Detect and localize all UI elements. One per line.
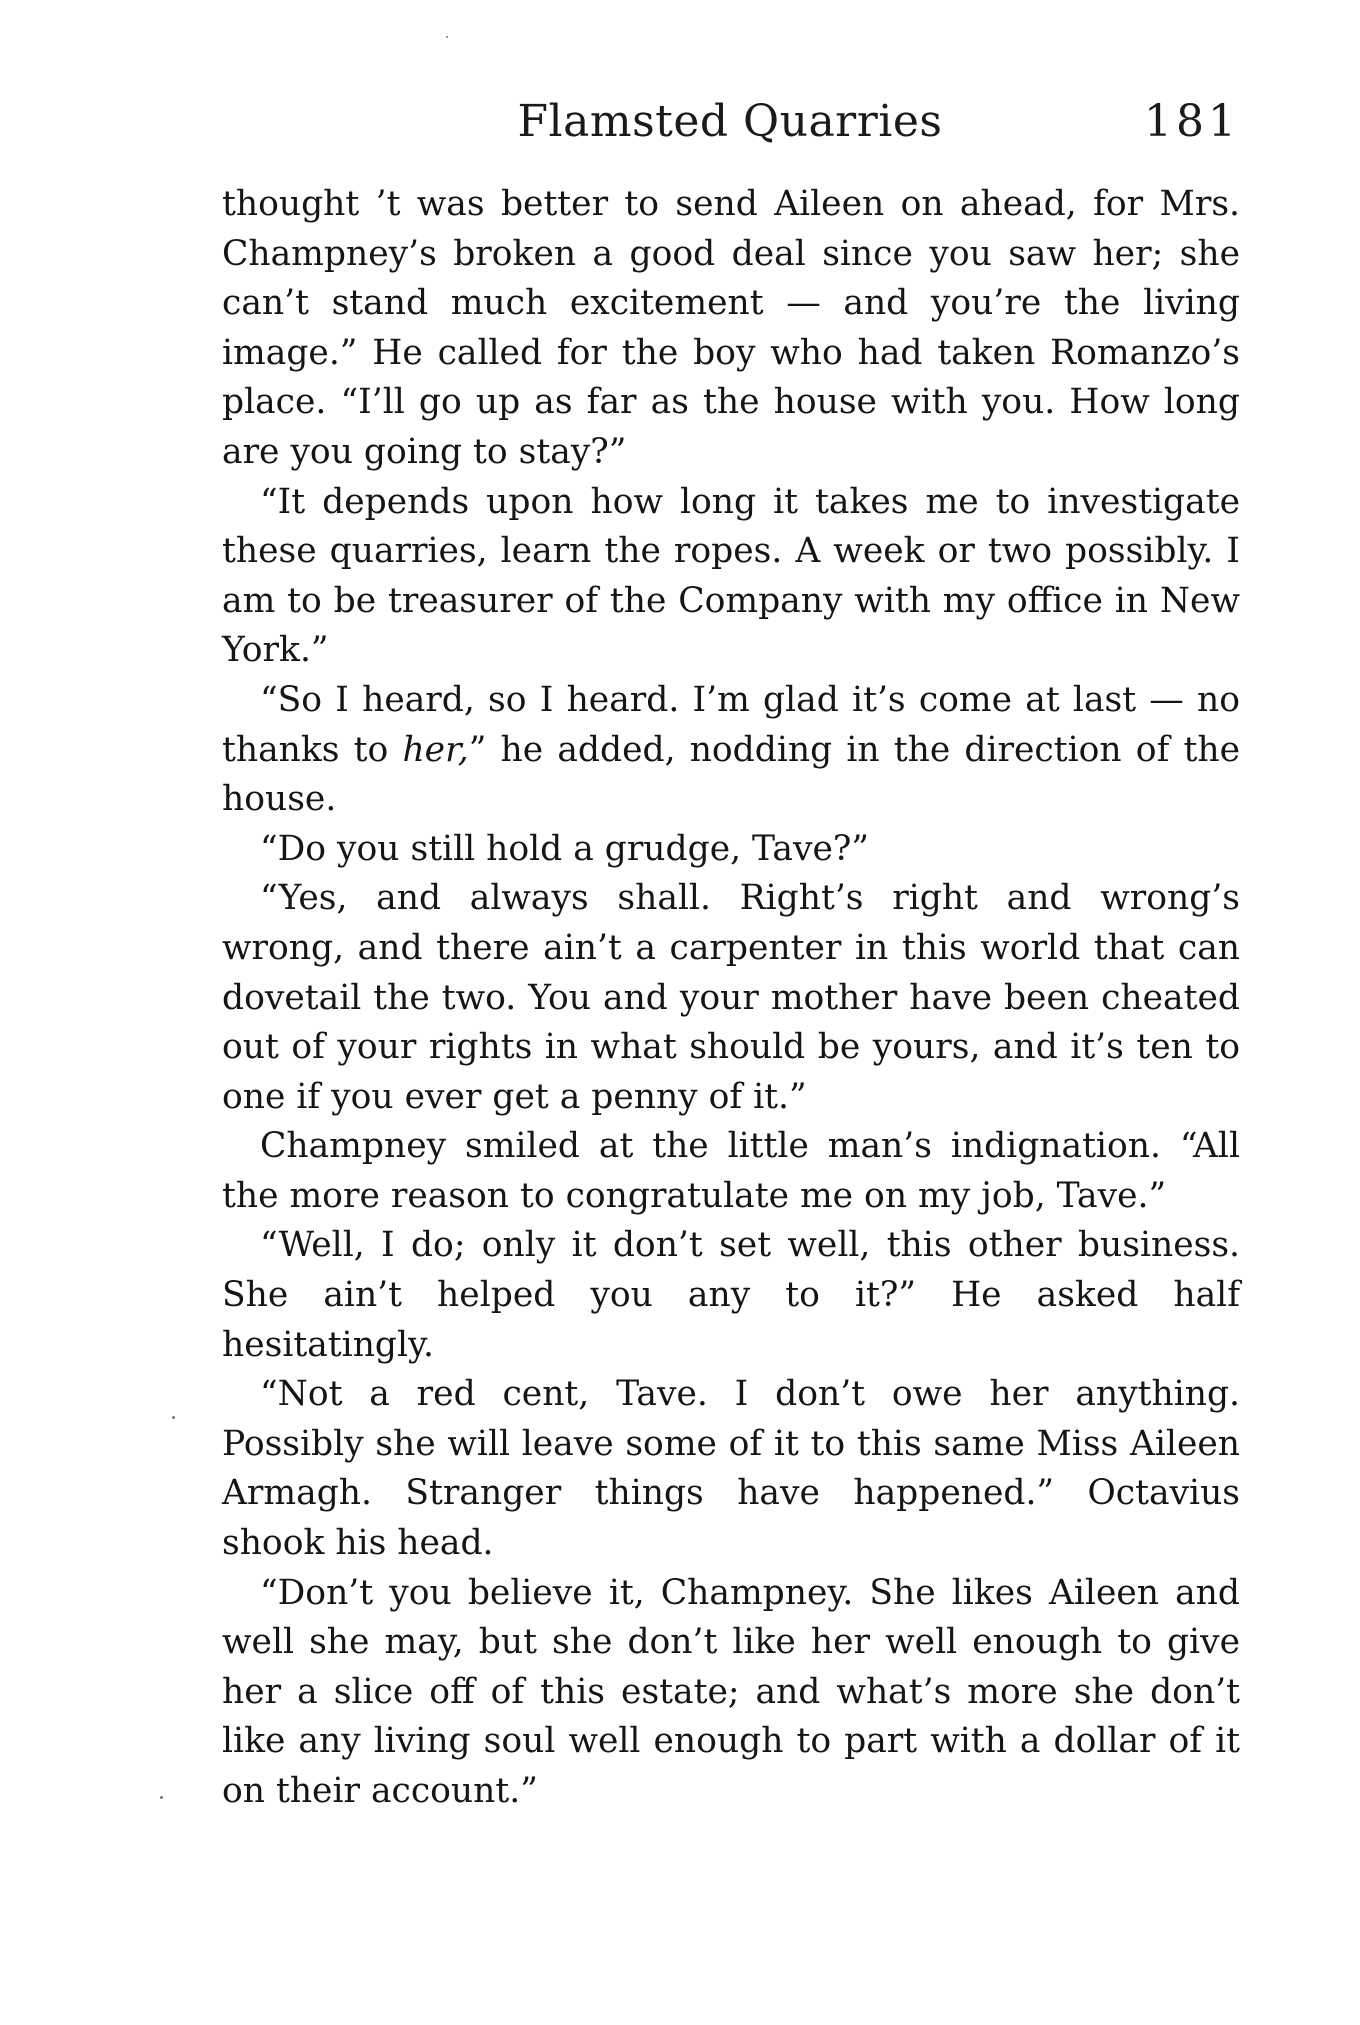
paragraph-7: “Well, I do; only it don’t set well, this other business. She ain’t helped you any to it?” He asked half hesitatingly. [222,1225,1240,1365]
paragraph-5: “Yes, and always shall. Right’s right and wrong’s wrong, and there ain’t a carpenter in this world that can dovetail the two. You and your mother have been cheated out of your rights in what should be yours, and it’s ten to one if you ever get a penny of it.” [222,878,1240,1117]
paragraph-3-before: “So I heard, so I heard. I’m glad it’s come at last — no thanks to [222,679,1240,770]
paragraph-1: thought ’t was better to send Aileen on ahead, for Mrs. Champney’s broken a good deal since you saw her; she can’t stand much excitement — and you’re the living image.” He called for the boy who had taken Romanzo’s place. “I’ll go up as far as the house with you. How long are you going to stay?” [222,184,1240,472]
body-text [222,180,1240,1817]
page-number: 181 [1144,96,1240,147]
running-head [220,96,1240,156]
paper-speck [160,1796,163,1799]
paragraph-4: “Do you still hold a grudge, Tave?” [260,828,869,869]
running-title: Flamsted Quarries [517,96,943,147]
paragraph-3-after: ” he added, nodding in the direction of the house. [222,729,1240,820]
paragraph-3 [222,676,1240,825]
paragraph-6: Champney smiled at the little man’s indignation. “All the more reason to congratulate me on my job, Tave.” [222,1126,1240,1216]
paragraph-3-emphasis: her, [402,729,469,770]
paper-speck [172,1416,175,1419]
paragraph-9: “Don’t you believe it, Champney. She likes Aileen and well she may, but she don’t like her well enough to give her a slice off of this estate; and what’s more she don’t like any living soul well enough to part with a dollar of it on their account.” [222,1572,1240,1811]
paragraph-2: “It depends upon how long it takes me to investigate these quarries, learn the ropes. A week or two possibly. I am to be treasurer of the Company with my office in New York.” [222,481,1240,671]
paragraph-8: “Not a red cent, Tave. I don’t owe her anything. Possibly she will leave some of it to this same Miss Aileen Armagh. Stranger things have happened.” Octavius shook his head. [222,1374,1240,1564]
paper-speck [446,36,448,38]
